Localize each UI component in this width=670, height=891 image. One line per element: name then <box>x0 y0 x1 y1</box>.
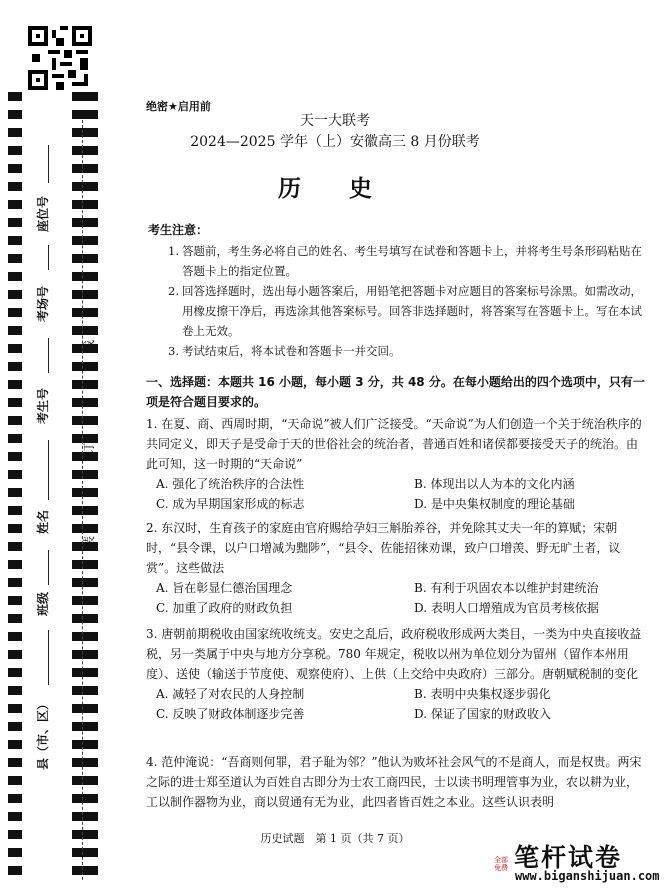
field-room: 考场号 <box>36 285 50 322</box>
binding-mark-order: 订 <box>82 442 96 455</box>
binding-stripe <box>8 92 22 882</box>
watermark-tag: 全部免费 <box>494 856 508 872</box>
option-c: C. 成为早期国家形成的标志 <box>156 497 305 511</box>
option-d: D. 表明人口增殖成为官员考核依据 <box>414 601 599 615</box>
question-stem: 4. 范仲淹说：“吾商则何罪，君子耻为邻？”他认为败坏社会风气的不是商人，而是权贵。两宋之际的进士郑至道认为百姓自古即分为士农工商四民，士以读书明理管事为业，农以耕为业，工以制作器物为业，商以贸通有无为业，此四者皆百姓之本业。这些认识表明 <box>146 755 642 809</box>
question-1 <box>146 414 646 514</box>
field-underline <box>48 338 49 373</box>
question-4 <box>146 752 646 812</box>
page-footer: 历史试题 第 1 页（共 7 页） <box>260 832 410 845</box>
field-class: 班级 <box>36 591 50 616</box>
binding-mark-bind: 装 <box>82 535 96 548</box>
option-d: D. 保证了国家的财政收入 <box>414 707 551 721</box>
field-seat: 座位号 <box>36 195 50 232</box>
option-b: B. 表明中央集权逐步弱化 <box>414 687 551 701</box>
exam-name: 天一大联考 <box>300 113 370 129</box>
confidential-label: 绝密★启用前 <box>146 100 211 113</box>
section-heading: 一、选择题：本题共 16 小题，每小题 3 分，共 48 分。在每小题给出的四个选项中，只有一项是符合题目要求的。 <box>146 375 645 409</box>
question-3 <box>146 624 646 724</box>
option-c: C. 反映了财政体制逐步完善 <box>156 707 305 721</box>
field-underline <box>48 630 49 685</box>
question-2 <box>146 518 646 618</box>
binding-stripe <box>72 92 98 882</box>
notice-list <box>168 241 648 361</box>
question-stem: 3. 唐朝前期税收由国家统收统支。安史之乱后，政府税收形成两大类目，一类为中央直接收益税，另一类属于中央与地方分享税。780 年规定，税收以州为单位划分为留州（留作本州用度）、送使（输送于节度使、观察使府）、上供（上交给中央政府）三部分。唐朝赋税制的变化 <box>146 627 642 681</box>
subject-title: 历 史 <box>277 175 392 202</box>
notice-item: 2. 回答选择题时，选出每小题答案后，用铅笔把答题卡对应题目的答案标号涂黑。如需改动，用橡皮擦干净后，再选涂其他答案标号。回答非选择题时，将答案写在答题卡上。写在本试卷上无效。 <box>168 284 642 338</box>
field-county: 县（市、区） <box>36 697 50 770</box>
option-a: A. 减轻了对农民的人身控制 <box>156 687 305 701</box>
question-stem: 1. 在夏、商、西周时期，“天命说”被人们广泛接受。“天命说”为人们创造一个关于统治秩序的共同定义，即天子是受命于天的世俗社会的统治者，普通百姓和诸侯都要接受天子的统治。由此可知，这一时期的“天命说” <box>146 417 642 471</box>
field-underline <box>48 440 49 500</box>
question-stem: 2. 东汉时，生育孩子的家庭由官府赐给孕妇三斛胎养谷，并免除其丈夫一年的算赋；宋朝时，“县令课，以户口增减为黜陟”，“县令、佐能招徕劝课，致户口增羡、野无旷土者，议赏”。这些做法 <box>146 521 621 575</box>
option-b: B. 体现出以人为本的文化内涵 <box>414 477 575 491</box>
option-b: B. 有利于巩固农本以维护封建统治 <box>414 581 599 595</box>
notice-item: 3. 考试结束后，将本试卷和答题卡一并交回。 <box>168 344 401 358</box>
option-c: C. 加重了政府的财政负担 <box>156 601 293 615</box>
field-examinee: 考生号 <box>36 387 50 424</box>
option-d: D. 是中央集权制度的理论基础 <box>414 497 575 511</box>
option-a: A. 强化了统治秩序的合法性 <box>156 477 305 491</box>
field-underline <box>48 550 49 585</box>
field-underline <box>48 245 49 270</box>
field-name: 姓名 <box>36 509 50 534</box>
qr-code <box>28 26 92 90</box>
watermark-url: www.biganshijuan.com <box>515 869 660 883</box>
notice-item: 1. 答题前，考生务必将自己的姓名、考生号填写在试卷和答题卡上，并将考生号条形码粘贴在答题卡上的指定位置。 <box>168 244 642 278</box>
binding-mark-line: 线 <box>82 339 96 352</box>
notice-title: 考生注意： <box>148 223 209 237</box>
watermark-brand: 笔杆试卷 <box>514 843 623 872</box>
option-a: A. 旨在彰显仁德治国理念 <box>156 581 293 595</box>
exam-full-title: 2024—2025 学年（上）安徽高三 8 月份联考 <box>190 134 480 150</box>
cut-line <box>82 120 83 880</box>
